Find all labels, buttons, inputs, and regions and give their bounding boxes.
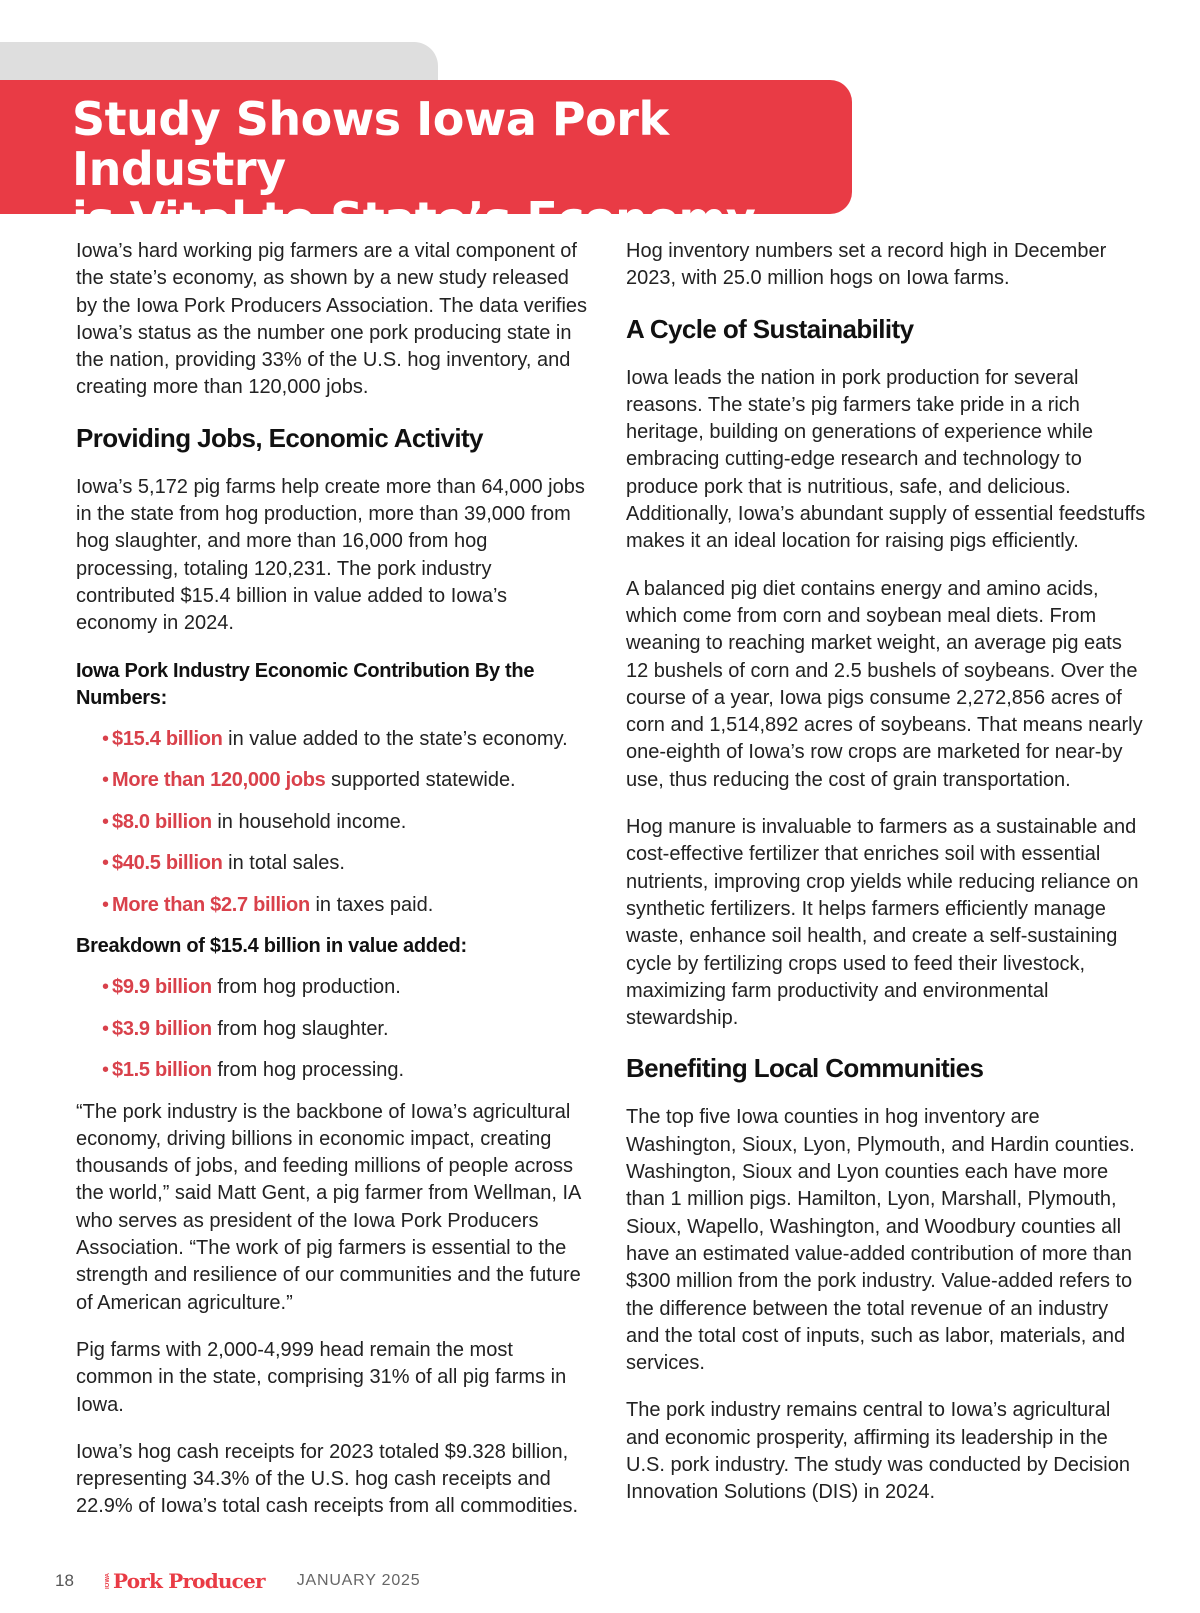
- title-line-1: Study Shows Iowa Pork Industry: [72, 92, 669, 196]
- receipts-paragraph: Iowa’s hog cash receipts for 2023 totaled $9.328 billion, representing 34.3% of the U.S. hog cash receipts and 22.9% of Iowa’s total cash receipts from all commodities.: [76, 1440, 579, 1518]
- list-item: • $1.5 billion from hog processing.: [102, 1059, 405, 1082]
- intro-paragraph: Iowa’s hard working pig farmers are a vital component of the state’s economy, as shown by a new study released by the Iowa Pork Producers Association. The data verifies Iowa’s status as the number one pork producing state in the nation, providing 33% of the U.S. hog inventory, and creating more than 120,000 jobs.: [76, 240, 588, 399]
- bullet-icon: •: [102, 852, 110, 875]
- numbers-list: [76, 726, 592, 919]
- bullet-icon: •: [102, 1017, 110, 1040]
- list-item: • More than $2.7 billion in taxes paid.: [102, 893, 434, 916]
- bullet-icon: •: [102, 727, 110, 750]
- list-item: • $8.0 billion in household income.: [102, 810, 407, 833]
- breakdown-list: [76, 974, 592, 1084]
- list-item: • $3.9 billion from hog slaughter.: [102, 1017, 389, 1040]
- bullet-icon: •: [102, 769, 110, 792]
- heading-cycle: A Cycle of Sustainability: [626, 313, 914, 344]
- page-footer: [55, 1566, 420, 1596]
- communities-paragraph-2: The pork industry remains central to Iowa’s agricultural and economic prosperity, affirming its leadership in the U.S. pork industry. The study was conducted by Decision Innovation Solutions (DIS) in 2024.: [626, 1399, 1130, 1504]
- right-column: [626, 238, 1146, 1527]
- list-item: • More than 120,000 jobs supported statewide.: [102, 769, 516, 792]
- page-number: 18: [55, 1571, 74, 1590]
- bullet-icon: •: [102, 1059, 110, 1082]
- logo-text: Pork Producer: [113, 1569, 265, 1593]
- communities-paragraph-1: The top five Iowa counties in hog inventory are Washington, Sioux, Lyon, Plymouth, and Hardin counties. Washington, Sioux and Lyon counties each have more than 1 million pigs. Hamilton, Lyon, Marshall, Plymouth, Sioux, Wapello, Washington, and Woodbury counties all have an estimated value-added contribution of more than $300 million from the pork industry. Value-added refers to the difference between the total revenue of an industry and the total cost of inputs, such as labor, materials, and services.: [626, 1106, 1135, 1375]
- bullet-icon: •: [102, 976, 110, 999]
- cycle-paragraph-3: Hog manure is invaluable to farmers as a sustainable and cost-effective fertilizer that enriches soil with essential nutrients, improving crop yields while reducing reliance on synthetic fertilizers. It helps farmers efficiently manage waste, enhance soil health, and create a self-sustaining cycle by fertilizing crops used to feed their livestock, maximizing farm productivity and environmental stewardship.: [626, 816, 1139, 1030]
- left-column: [76, 238, 592, 1541]
- quote-paragraph: “The pork industry is the backbone of Iowa’s agricultural economy, driving billions in economic impact, creating thousands of jobs, and feeding millions of people across the world,” said Matt Gent, a pig farmer from Wellman, IA who serves as president of the Iowa Pork Producers Association. “The work of pig farmers is essential to the strength and resilience of our communities and the future of American agriculture.”: [76, 1100, 581, 1314]
- list-item: • $15.4 billion in value added to the state’s economy.: [102, 727, 568, 750]
- cycle-paragraph-2: A balanced pig diet contains energy and amino acids, which come from corn and soybean meal diets. From weaning to reaching market weight, an average pig eats 12 bushels of corn and 2.5 bushels of soybeans. Over the course of a year, Iowa pigs consume 2,272,856 acres of corn and 1,514,892 acres of soybeans. That means nearly one-eighth of Iowa’s row crops are marketed for near-by use, thus reducing the cost of grain transportation.: [626, 577, 1143, 791]
- breakdown-heading: Breakdown of $15.4 billion in value added:: [76, 935, 467, 958]
- list-item: • $40.5 billion in total sales.: [102, 852, 345, 875]
- heading-communities: Benefiting Local Communities: [626, 1053, 984, 1084]
- inventory-paragraph: Hog inventory numbers set a record high in December 2023, with 25.0 million hogs on Iowa farms.: [626, 240, 1107, 290]
- page-title: [72, 94, 842, 244]
- title-line-2: is Vital to State’s Economy: [72, 192, 756, 246]
- issue-date: JANUARY 2025: [296, 1572, 421, 1589]
- heading-jobs: Providing Jobs, Economic Activity: [76, 422, 483, 453]
- cycle-paragraph-1: Iowa leads the nation in pork production for several reasons. The state’s pig farmers take pride in a rich heritage, building on generations of experience while embracing cutting-edge research and technology to produce pork that is nutritious, safe, and delicious. Additionally, Iowa’s abundant supply of essential feedstuffs makes it an ideal location for raising pigs efficiently.: [626, 366, 1146, 553]
- farms-paragraph: Pig farms with 2,000-4,999 head remain the most common in the state, comprising 31% of all pig farms in Iowa.: [76, 1338, 567, 1416]
- bullet-icon: •: [102, 893, 110, 916]
- list-item: • $9.9 billion from hog production.: [102, 976, 401, 999]
- numbers-heading: Iowa Pork Industry Economic Contribution By the Numbers:: [76, 659, 535, 709]
- jobs-paragraph: Iowa’s 5,172 pig farms help create more than 64,000 jobs in the state from hog production, more than 39,000 from hog slaughter, and more than 16,000 from hog processing, totaling 120,231. The pork industry contributed $15.4 billion in value added to Iowa’s economy in 2024.: [76, 475, 585, 635]
- publication-logo: [105, 1569, 265, 1593]
- bullet-icon: •: [102, 810, 110, 833]
- logo-small-text: IOWA: [105, 1573, 111, 1589]
